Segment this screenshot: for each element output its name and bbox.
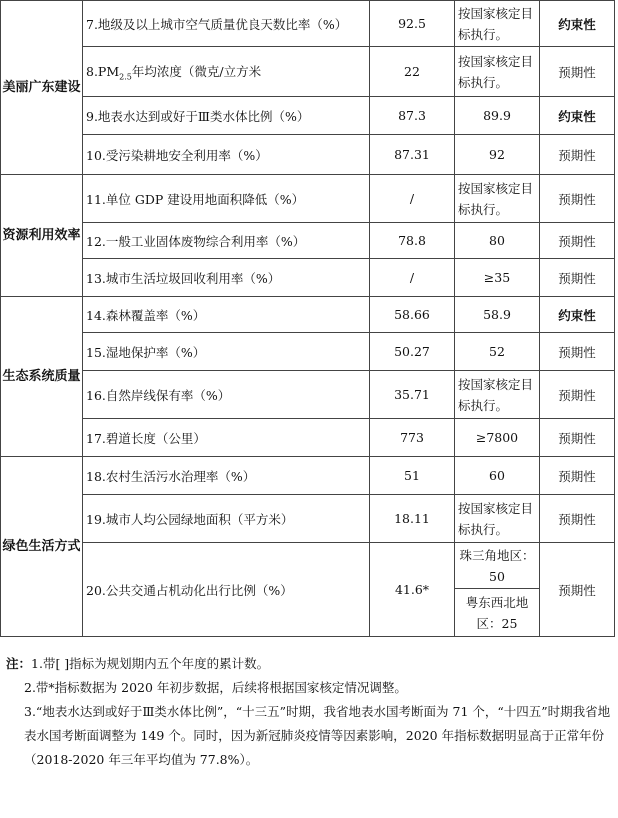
- table-row: [1, 297, 615, 333]
- table-row: [1, 1, 615, 47]
- base-value-cell: 35.71: [370, 371, 455, 419]
- indicator-cell: 19.城市人均公园绿地面积（平方米）: [83, 495, 370, 543]
- table-row: [1, 47, 615, 97]
- indicator-cell: 20.公共交通占机动化出行比例（%）: [83, 543, 370, 637]
- table-row: [1, 371, 615, 419]
- target-cell-b: 粤东西北地区：25: [455, 589, 540, 637]
- table-row: [1, 457, 615, 495]
- indicator-cell: 15.湿地保护率（%）: [83, 333, 370, 371]
- target-cell-a: 珠三角地区：50: [455, 543, 540, 589]
- note-1: [0, 652, 614, 676]
- indicator-cell: 17.碧道长度（公里）: [83, 419, 370, 457]
- attribute-cell: 预期性: [540, 47, 615, 97]
- attribute-cell: 预期性: [540, 371, 615, 419]
- table-row: [1, 259, 615, 297]
- attribute-cell: 预期性: [540, 175, 615, 223]
- category-cell: 绿色生活方式: [1, 457, 83, 637]
- target-cell: ≥35: [455, 259, 540, 297]
- target-cell: 80: [455, 223, 540, 259]
- table-row: [1, 97, 615, 135]
- indicator-cell: 10.受污染耕地安全利用率（%）: [83, 135, 370, 175]
- category-cell: 美丽广东建设: [1, 1, 83, 175]
- table-row: [1, 333, 615, 371]
- base-value-cell: 92.5: [370, 1, 455, 47]
- indicator-cell: 12.一般工业固体废物综合利用率（%）: [83, 223, 370, 259]
- target-cell: 按国家核定目标执行。: [455, 371, 540, 419]
- indicator-cell: 18.农村生活污水治理率（%）: [83, 457, 370, 495]
- notes-label: 注：: [6, 656, 32, 671]
- base-value-cell: 18.11: [370, 495, 455, 543]
- attribute-cell: 预期性: [540, 259, 615, 297]
- attribute-cell: 预期性: [540, 333, 615, 371]
- indicator-cell: 9.地表水达到或好于Ⅲ类水体比例（%）: [83, 97, 370, 135]
- attribute-cell: 约束性: [540, 297, 615, 333]
- attribute-cell: 预期性: [540, 135, 615, 175]
- indicator-cell: 11.单位 GDP 建设用地面积降低（%）: [83, 175, 370, 223]
- target-cell: 按国家核定目标执行。: [455, 175, 540, 223]
- attribute-cell: 预期性: [540, 457, 615, 495]
- base-value-cell: /: [370, 259, 455, 297]
- base-value-cell: 87.3: [370, 97, 455, 135]
- target-cell: 58.9: [455, 297, 540, 333]
- base-value-cell: 87.31: [370, 135, 455, 175]
- base-value-cell: /: [370, 175, 455, 223]
- table-row: [1, 419, 615, 457]
- indicator-cell: 14.森林覆盖率（%）: [83, 297, 370, 333]
- table-row: [1, 495, 615, 543]
- table-row: [1, 175, 615, 223]
- indicator-cell: 13.城市生活垃圾回收利用率（%）: [83, 259, 370, 297]
- base-value-cell: 58.66: [370, 297, 455, 333]
- category-cell: 生态系统质量: [1, 297, 83, 457]
- target-cell: 89.9: [455, 97, 540, 135]
- table-row: [1, 135, 615, 175]
- base-value-cell: 773: [370, 419, 455, 457]
- target-cell: 按国家核定目标执行。: [455, 47, 540, 97]
- base-value-cell: 50.27: [370, 333, 455, 371]
- base-value-cell: 78.8: [370, 223, 455, 259]
- category-cell: 资源利用效率: [1, 175, 83, 297]
- target-cell: 60: [455, 457, 540, 495]
- indicator-cell: 7.地级及以上城市空气质量优良天数比率（%）: [83, 1, 370, 47]
- attribute-cell: 预期性: [540, 419, 615, 457]
- table-row: [1, 543, 615, 589]
- indicator-cell: 16.自然岸线保有率（%）: [83, 371, 370, 419]
- table-row: [1, 223, 615, 259]
- target-cell: 52: [455, 333, 540, 371]
- attribute-cell: 预期性: [540, 223, 615, 259]
- indicator-cell: $8.PM_{2.5}$年均浓度（微克/立方米: [83, 47, 370, 97]
- note-3: 3.“地表水达到或好于Ⅲ类水体比例”，“十三五”时期，我省地表水国考断面为 71 个，“十四五”时期我省地表水国考断面调整为 149 个。同时，因为新冠肺炎疫情等因素影响，2020 年指标数据明显高于正常年份（2018-2020 年三年平均值为 77.8%）。: [24, 704, 611, 767]
- note-1-text: 1.带[ ]指标为规划期内五个年度的累计数。: [31, 656, 270, 671]
- attribute-cell: 约束性: [540, 1, 615, 47]
- note-2: 2.带*指标数据为 2020 年初步数据，后续将根据国家核定情况调整。: [24, 680, 407, 695]
- attribute-cell: 约束性: [540, 97, 615, 135]
- target-cell: ≥7800: [455, 419, 540, 457]
- target-cell: 按国家核定目标执行。: [455, 495, 540, 543]
- base-value-cell: 51: [370, 457, 455, 495]
- target-cell: 92: [455, 135, 540, 175]
- attribute-cell: 预期性: [540, 495, 615, 543]
- target-cell: 按国家核定目标执行。: [455, 1, 540, 47]
- base-value-cell: 41.6*: [370, 543, 455, 637]
- attribute-cell: 预期性: [540, 543, 615, 637]
- notes-section: [0, 652, 614, 772]
- base-value-cell: 22: [370, 47, 455, 97]
